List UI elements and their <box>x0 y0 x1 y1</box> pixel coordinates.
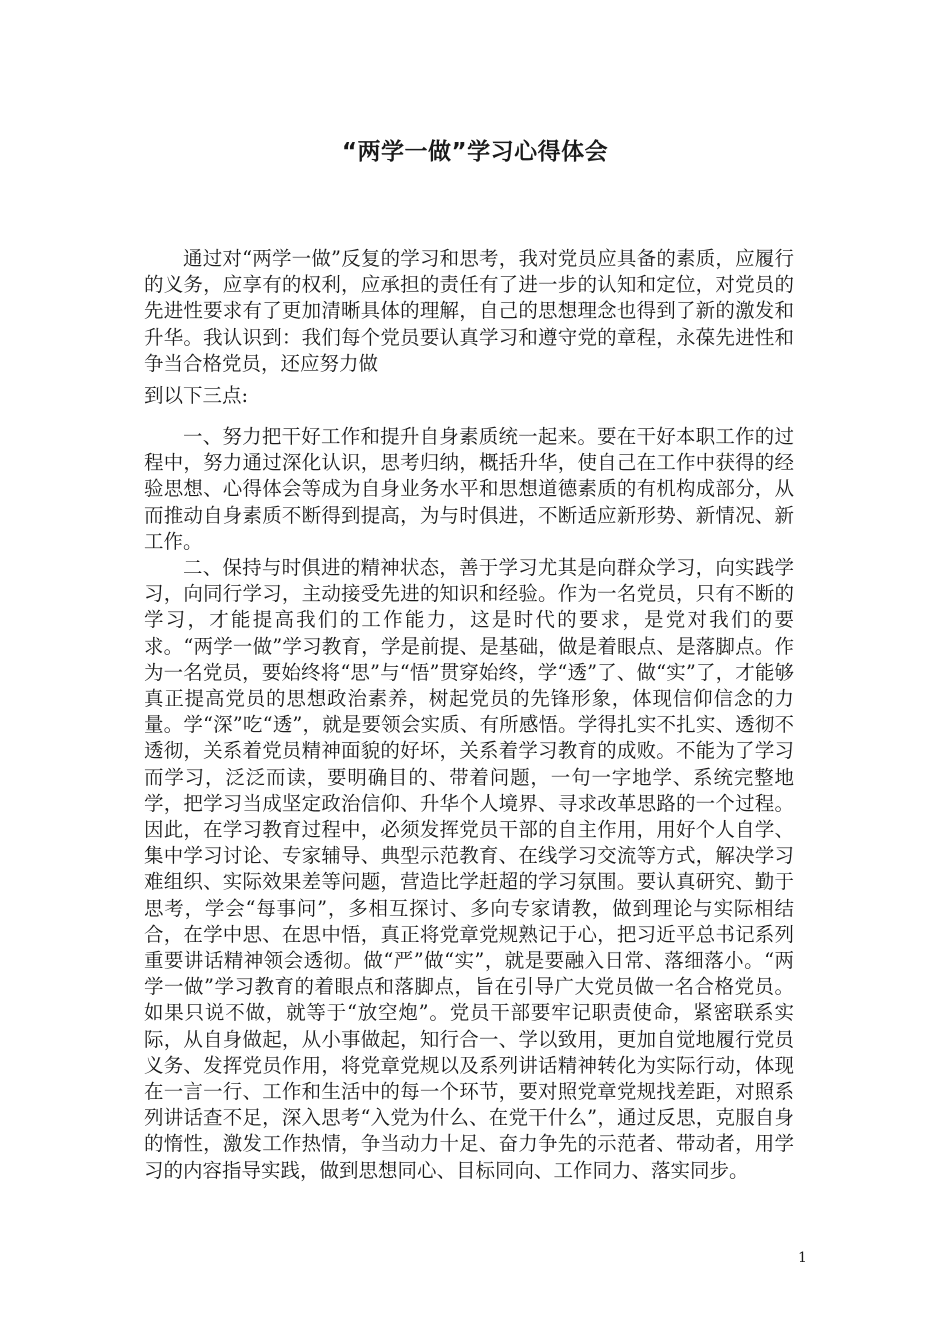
points-block <box>144 424 794 1184</box>
document-title: “两学一做”学习心得体会 <box>341 139 609 165</box>
point-two-paragraph: 二、保持与时俱进的精神状态，善于学习尤其是向群众学习，向实践学习，向同行学习，主动接受先进的知识和经验。作为一名党员，只有不断的学习，才能提高我们的工作能力，这是时代的要求，是党对我们的要求。“两学一做”学习教育，学是前提、是基础，做是着眼点、是落脚点。作为一名党员，要始终将“思”与“悟”贯穿始终，学“透”了、做“实”了，才能够真正提高党员的思想政治素养，树起党员的先锋形象，体现信仰信念的力量。学“深”吃“透”，就是要领会实质、有所感悟。学得扎实不扎实、透彻不透彻，关系着党员精神面貌的好坏，关系着学习教育的成败。不能为了学习而学习，泛泛而读，要明确目的、带着问题，一句一字地学、系统完整地学，把学习当成坚定政治信仰、升华个人境界、寻求改革思路的一个过程。因此，在学习教育过程中，必须发挥党员干部的自主作用，用好个人自学、集中学习讨论、专家辅导、典型示范教育、在线学习交流等方式，解决学习难组织、实际效果差等问题，营造比学赶超的学习氛围。要认真研究、勤于思考，学会“每事问”，多相互探讨、多向专家请教，做到理论与实际相结合，在学中思、在思中悟，真正将党章党规熟记于心，把习近平总书记系列重要讲话精神领会透彻。做“严”做“实”，就是要融入日常、落细落小。“两学一做”学习教育的着眼点和落脚点，旨在引导广大党员做一名合格党员。如果只说不做，就等于“放空炮”。党员干部要牢记职责使命，紧密联系实际，从自身做起，从小事做起，知行合一、学以致用，更加自觉地履行党员义务、发挥党员作用，将党章党规以及系列讲话精神转化为实际行动，体现在一言一行、工作和生活中的每一个环节，要对照党章党规找差距，对照系列讲话查不足，深入思考“入党为什么、在党干什么”，通过反思，克服自身的惰性，激发工作热情，争当动力十足、奋力争先的示范者、带动者，用学习的内容指导实践，做到思想同心、目标同向、工作同力、落实同步。 <box>144 556 794 1182</box>
point-one-paragraph: 一、努力把干好工作和提升自身素质统一起来。要在干好本职工作的过程中，努力通过深化认识，思考归纳，概括升华，使自己在工作中获得的经验思想、心得体会等成为自身业务水平和思想道德素质的有机构成部分，从而推动自身素质不断得到提高，为与时俱进，不断适应新形势、新情况、新工作。 <box>144 425 794 553</box>
intro-continuation: 到以下三点: <box>144 384 249 407</box>
intro-paragraph-block <box>144 246 794 377</box>
intro-continuation-block <box>144 383 794 409</box>
intro-paragraph: 通过对“两学一做”反复的学习和思考，我对党员应具备的素质，应履行的义务，应享有的权利，应承担的责任有了进一步的认知和定位，对党员的先进性要求有了更加清晰具体的理解，自己的思想理念也得到了新的激发和升华。我认识到：我们每个党员要认真学习和遵守党的章程，永葆先进性和争当合格党员，还应努力做 <box>144 247 794 375</box>
page-number: 1 <box>798 1250 807 1266</box>
